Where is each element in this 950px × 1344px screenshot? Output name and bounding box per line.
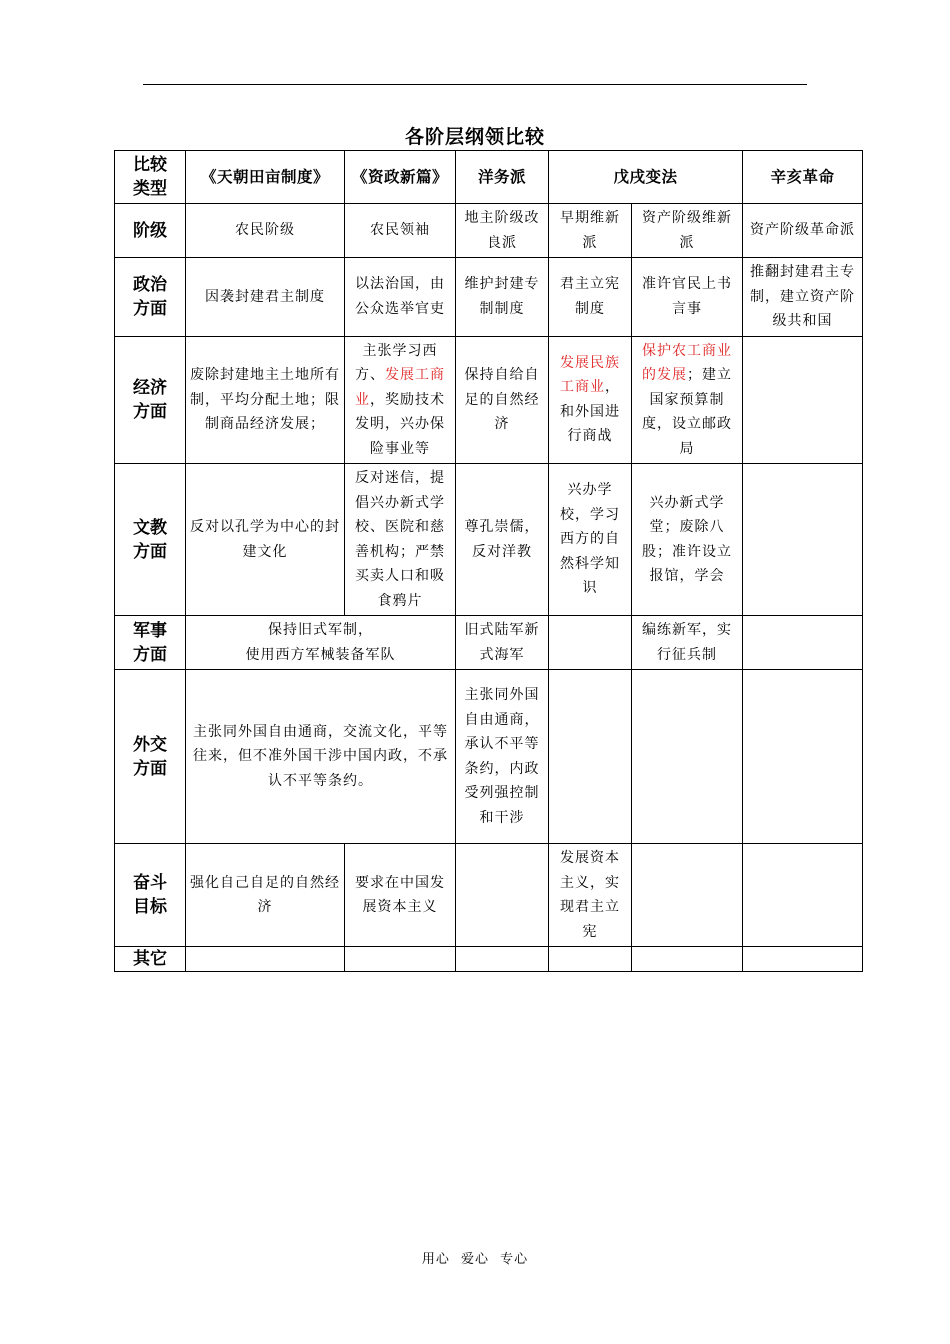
label-line2: 方面 bbox=[133, 758, 167, 779]
footer-word: 用心 bbox=[421, 1252, 450, 1267]
row-economy bbox=[115, 336, 863, 464]
class-wuxu-early: 早期维新派 bbox=[549, 204, 632, 258]
other-cell bbox=[743, 947, 863, 972]
header-row bbox=[115, 151, 863, 204]
page-title: 各阶层纲领比较 bbox=[404, 126, 545, 148]
culture-yangwu: 尊孔崇儒，反对洋教 bbox=[456, 464, 549, 616]
class-xinhai: 资产阶级革命派 bbox=[743, 204, 863, 258]
label-line1: 政治 bbox=[133, 274, 167, 295]
economy-tianchao: 废除封建地主土地所有制，平均分配土地；限制商品经济发展； bbox=[186, 336, 345, 464]
row-label-foreign bbox=[115, 670, 186, 844]
text-part: 主张学习西方、 bbox=[355, 342, 438, 383]
header-tianchao: 《天朝田亩制度》 bbox=[186, 151, 345, 204]
foreign-taiping: 主张同外国自由通商，交流文化，平等往来，但不准外国干涉中国内政，不承认不平等条约。 bbox=[186, 670, 456, 844]
goal-xinhai bbox=[743, 844, 863, 947]
header-rule bbox=[143, 84, 807, 85]
culture-wuxu-early: 兴办学校，学习西方的自然科学知识 bbox=[549, 464, 632, 616]
politics-xinhai: 推翻封建君主专制，建立资产阶级共和国 bbox=[743, 258, 863, 337]
footer-word: 专心 bbox=[500, 1252, 529, 1267]
page-footer bbox=[0, 1248, 950, 1267]
highlight-text: 发展民族工商业 bbox=[560, 354, 620, 396]
economy-yangwu: 保持自给自足的自然经济 bbox=[456, 336, 549, 464]
row-foreign bbox=[115, 670, 863, 844]
text-part: ，和外国进行商战 bbox=[560, 379, 620, 445]
culture-xinhai bbox=[743, 464, 863, 616]
row-culture bbox=[115, 464, 863, 616]
military-wuxu-early bbox=[549, 616, 632, 670]
economy-xinhai bbox=[743, 336, 863, 464]
row-label-culture bbox=[115, 464, 186, 616]
row-other bbox=[115, 947, 863, 972]
label-line1: 军事 bbox=[133, 620, 167, 641]
politics-yangwu: 维护封建专制制度 bbox=[456, 258, 549, 337]
label-line1: 文教 bbox=[133, 517, 167, 538]
other-cell bbox=[345, 947, 456, 972]
row-label-politics bbox=[115, 258, 186, 337]
footer-word: 爱心 bbox=[460, 1252, 489, 1267]
row-class bbox=[115, 204, 863, 258]
other-cell bbox=[456, 947, 549, 972]
politics-zizheng: 以法治国，由公众选举官吏 bbox=[345, 258, 456, 337]
header-yangwu: 洋务派 bbox=[456, 151, 549, 204]
goal-wuxu-early: 发展资本主义，实现君主立宪 bbox=[549, 844, 632, 947]
other-cell bbox=[632, 947, 743, 972]
header-type-line1: 比较 bbox=[133, 155, 167, 175]
politics-tianchao: 因袭封建君主制度 bbox=[186, 258, 345, 337]
military-wuxu-bourgeois: 编练新军，实行征兵制 bbox=[632, 616, 743, 670]
text-line: 使用西方军械装备军队 bbox=[245, 646, 396, 663]
header-wuxu: 戊戌变法 bbox=[549, 151, 743, 204]
highlight-text: 保护农工商业的发展 bbox=[642, 342, 732, 383]
military-xinhai bbox=[743, 616, 863, 670]
politics-wuxu-bourgeois: 准许官民上书言事 bbox=[632, 258, 743, 337]
goal-tianchao: 强化自己自足的自然经济 bbox=[186, 844, 345, 947]
label-line2: 目标 bbox=[133, 897, 167, 917]
economy-wuxu-early bbox=[549, 336, 632, 464]
goal-wuxu-bourgeois bbox=[632, 844, 743, 947]
other-cell bbox=[549, 947, 632, 972]
label-line2: 方面 bbox=[133, 644, 167, 665]
text-part: ，奖励技术发明，兴办保险事业等 bbox=[355, 391, 445, 457]
goal-zizheng: 要求在中国发展资本主义 bbox=[345, 844, 456, 947]
economy-zizheng bbox=[345, 336, 456, 464]
class-wuxu-bourgeois: 资产阶级维新派 bbox=[632, 204, 743, 258]
class-tianchao: 农民阶级 bbox=[186, 204, 345, 258]
culture-zizheng: 反对迷信，提倡兴办新式学校、医院和慈善机构；严禁买卖人口和吸食鸦片 bbox=[345, 464, 456, 616]
label-line2: 方面 bbox=[133, 401, 167, 422]
military-yangwu: 旧式陆军新式海军 bbox=[456, 616, 549, 670]
row-label-goal bbox=[115, 844, 186, 947]
culture-tianchao: 反对以孔学为中心的封建文化 bbox=[186, 464, 345, 616]
label-line2: 方面 bbox=[133, 541, 167, 562]
highlight-text: 发展工商业 bbox=[355, 367, 445, 408]
header-type-cell bbox=[115, 151, 186, 204]
other-cell bbox=[186, 947, 345, 972]
row-label-class: 阶级 bbox=[115, 204, 186, 258]
politics-wuxu-early: 君主立宪制度 bbox=[549, 258, 632, 337]
row-label-military bbox=[115, 616, 186, 670]
economy-wuxu-bourgeois bbox=[632, 336, 743, 464]
foreign-xinhai bbox=[743, 670, 863, 844]
row-goal bbox=[115, 844, 863, 947]
foreign-wuxu-bourgeois bbox=[632, 670, 743, 844]
row-label-other: 其它 bbox=[115, 947, 186, 972]
row-politics bbox=[115, 258, 863, 337]
foreign-yangwu: 主张同外国自由通商，承认不平等条约，内政受列强控制和干涉 bbox=[456, 670, 549, 844]
header-type-line2: 类型 bbox=[133, 179, 167, 199]
foreign-wuxu-early bbox=[549, 670, 632, 844]
culture-wuxu-bourgeois: 兴办新式学堂；废除八股；准许设立报馆，学会 bbox=[632, 464, 743, 616]
label-line1: 外交 bbox=[133, 734, 167, 755]
header-xinhai: 辛亥革命 bbox=[743, 151, 863, 204]
goal-yangwu bbox=[456, 844, 549, 947]
text-line: 保持旧式军制， bbox=[268, 622, 373, 638]
row-label-economy bbox=[115, 336, 186, 464]
label-line2: 方面 bbox=[133, 298, 167, 319]
label-line1: 奋斗 bbox=[133, 873, 167, 893]
header-zizheng: 《资政新篇》 bbox=[345, 151, 456, 204]
military-taiping bbox=[186, 616, 456, 670]
row-military bbox=[115, 616, 863, 670]
label-line1: 经济 bbox=[133, 377, 167, 398]
class-zizheng: 农民领袖 bbox=[345, 204, 456, 258]
comparison-table bbox=[114, 150, 863, 972]
text-part: ；建立国家预算制度，设立邮政局 bbox=[642, 367, 732, 457]
class-yangwu: 地主阶级改良派 bbox=[456, 204, 549, 258]
